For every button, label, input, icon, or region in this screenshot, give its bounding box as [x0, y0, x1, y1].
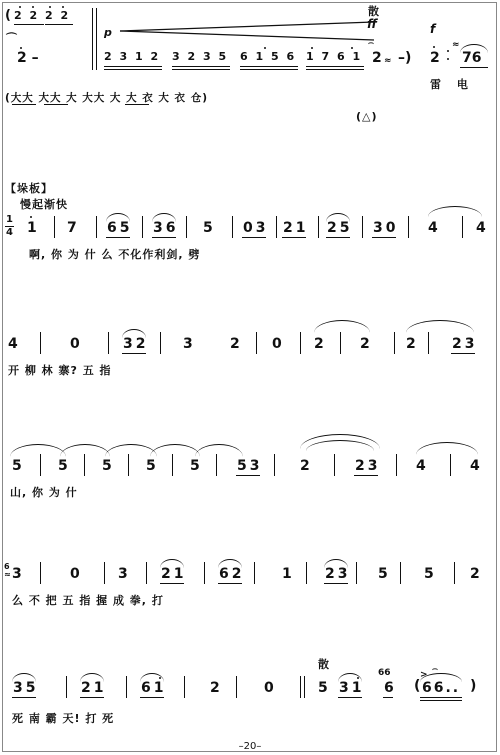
underline: [420, 697, 462, 698]
system-4: [0, 428, 500, 498]
underline: [12, 697, 36, 698]
dynamic-ff: ff: [367, 17, 377, 31]
barline: [450, 454, 451, 476]
grace-mark: ≈: [4, 570, 11, 579]
note: 21: [161, 566, 187, 582]
barline: [40, 454, 41, 476]
accent-mark: >: [420, 670, 428, 680]
note: 36: [153, 220, 179, 236]
lyric-line: 开 柳 林 寨? 五 指: [8, 364, 112, 377]
note: 0: [264, 680, 274, 696]
grace-mark: 66: [378, 668, 391, 678]
barline: [340, 332, 341, 354]
paren-open: (: [414, 678, 421, 694]
note: 23: [452, 336, 478, 352]
dot: [49, 6, 51, 8]
note: 23: [355, 458, 381, 474]
note: 5: [424, 566, 434, 582]
system-1: [0, 0, 500, 135]
meter-top: 1: [6, 214, 13, 225]
tie-mark: ⌒: [6, 32, 17, 45]
note: 2: [360, 336, 370, 352]
note: 62: [219, 566, 245, 582]
row1-after-note: 2: [430, 50, 440, 66]
system-3: [0, 310, 500, 380]
barline: [462, 216, 463, 238]
note: 5: [203, 220, 213, 236]
note: 2: [406, 336, 416, 352]
dynamic-san: 散: [368, 5, 379, 18]
lyric-line: 山, 你 为 什: [10, 486, 78, 499]
underline: [306, 69, 364, 70]
underline: [104, 66, 162, 67]
barline: [232, 216, 233, 238]
note: 2: [314, 336, 324, 352]
barline: [160, 332, 161, 354]
note: 0: [70, 566, 80, 582]
row1-group-4: 1 7 6 1: [306, 50, 363, 63]
page-number: –20–: [238, 741, 262, 752]
underline: [122, 353, 146, 354]
tie: [428, 206, 482, 217]
note: 2: [300, 458, 310, 474]
note: 21: [81, 680, 107, 696]
note: 66..: [422, 680, 461, 696]
barline: [300, 332, 301, 354]
dot: [62, 6, 64, 8]
underline: [420, 700, 462, 701]
tempo-marking: 慢起渐快: [20, 198, 68, 211]
barline: [396, 454, 397, 476]
barline: [40, 562, 41, 584]
dot: [311, 47, 313, 49]
note: 21: [283, 220, 309, 236]
note: 1: [27, 220, 37, 236]
tremolo-mark: ≈: [384, 56, 392, 66]
underline: [324, 583, 348, 584]
barline: [276, 216, 277, 238]
dynamic-p: p: [104, 26, 112, 39]
barline: [306, 562, 307, 584]
barline: [400, 562, 401, 584]
underline: [152, 237, 176, 238]
note: 2: [230, 336, 240, 352]
barline: [216, 454, 217, 476]
row1-group-2: 3 2 3 5: [172, 50, 229, 63]
underline: [140, 697, 164, 698]
system-2: [0, 176, 500, 266]
lyric-line: 死 南 霸 天! 打 死: [12, 712, 115, 725]
barline: [96, 8, 97, 70]
underline: [372, 237, 396, 238]
note: 2: [470, 566, 480, 582]
note: 5: [12, 458, 22, 474]
note: 61: [141, 680, 167, 696]
grace-mark: ≈: [452, 40, 460, 50]
barline: [274, 454, 275, 476]
barline: [146, 562, 147, 584]
note: 3: [183, 336, 193, 352]
note: 4: [8, 336, 18, 352]
tie: [416, 442, 478, 455]
barline: [54, 216, 55, 238]
note: 5: [102, 458, 112, 474]
underline: [240, 69, 298, 70]
row1-bottom-notes: 2 –: [17, 50, 39, 66]
dot: [357, 677, 359, 679]
barline: [408, 216, 409, 238]
underline: [218, 583, 242, 584]
barline: [204, 562, 205, 584]
row1-group-3: 6 1 5 6: [240, 50, 297, 63]
note: 4: [470, 458, 480, 474]
underline: [44, 104, 68, 105]
barline: [126, 676, 127, 698]
barline: [104, 562, 105, 584]
barline: [92, 8, 93, 70]
barline: [66, 676, 67, 698]
underline: [125, 104, 149, 105]
dot: [264, 47, 266, 49]
note: 25: [327, 220, 353, 236]
underline: [172, 66, 230, 67]
underline: [172, 69, 230, 70]
dot: [19, 6, 21, 8]
barline: [96, 216, 97, 238]
barline: [184, 676, 185, 698]
triangle-mark: (△): [356, 110, 378, 123]
underline: [354, 475, 378, 476]
barline: [304, 676, 305, 698]
dot: [20, 47, 22, 49]
note: 31: [339, 680, 365, 696]
note: 5: [58, 458, 68, 474]
barline: [362, 216, 363, 238]
dynamic-san: 散: [318, 658, 329, 671]
barline: [428, 332, 429, 354]
row1-grace-notes: 76: [462, 50, 482, 66]
note: 0: [272, 336, 282, 352]
barline: [334, 454, 335, 476]
tie: [406, 320, 474, 333]
tie: [10, 444, 66, 457]
barline: [40, 332, 41, 354]
note: 5: [378, 566, 388, 582]
lyric-leidian: 雷 电: [430, 78, 474, 91]
note: 4: [428, 220, 438, 236]
row1-end-note: 2: [372, 50, 382, 66]
underline: [104, 69, 162, 70]
note: 4: [476, 220, 486, 236]
dot: [433, 46, 435, 48]
barline: [254, 562, 255, 584]
underline: [460, 67, 488, 68]
note: 3: [118, 566, 128, 582]
underline: [160, 583, 184, 584]
barline: [454, 562, 455, 584]
underline: [338, 697, 362, 698]
row1-top-notes: 2 2 2 2: [14, 9, 71, 22]
meter-bottom: 4: [6, 227, 13, 238]
percussion-line: (大大 大大 大 大大 大 大 衣 大 衣 仓): [5, 92, 208, 104]
dot: [447, 58, 449, 60]
note: 5: [146, 458, 156, 474]
row1-group-1: 2 3 1 2: [104, 50, 161, 63]
underline: [242, 237, 266, 238]
underline: [282, 237, 306, 238]
paren-open: (: [5, 8, 11, 23]
tie: [195, 444, 243, 457]
underline: [12, 104, 36, 105]
note: 7: [67, 220, 77, 236]
barline: [142, 216, 143, 238]
crescendo-hairpin: [118, 20, 376, 42]
note: 5: [318, 680, 328, 696]
barline: [128, 454, 129, 476]
lyric-line: 啊, 你 为 什 么 不化作利剑, 劈: [29, 248, 201, 261]
note: 0: [70, 336, 80, 352]
system-5: [0, 550, 500, 620]
note: 30: [373, 220, 399, 236]
barline: [84, 454, 85, 476]
underline: [383, 697, 393, 698]
note: 2: [210, 680, 220, 696]
underline: [451, 353, 475, 354]
dot: [351, 47, 353, 49]
barline: [300, 676, 301, 698]
note: 03: [243, 220, 269, 236]
note: 4: [416, 458, 426, 474]
barline: [108, 332, 109, 354]
dot: [447, 50, 449, 52]
barline: [356, 562, 357, 584]
note: 5: [190, 458, 200, 474]
note: 23: [325, 566, 351, 582]
underline: [306, 66, 364, 67]
note: 65: [107, 220, 133, 236]
dot: [30, 216, 32, 218]
fermata-icon: ⌢: [368, 38, 374, 48]
underline: [240, 66, 298, 67]
note: 3: [12, 566, 22, 582]
lyric-line: 么 不 把 五 指 握 成 拳, 打: [12, 594, 164, 607]
tie: [314, 320, 370, 333]
underline: [80, 697, 104, 698]
barline: [318, 216, 319, 238]
grace-notes: 6: [4, 562, 10, 571]
paren-close: ): [470, 678, 477, 694]
dot: [159, 677, 161, 679]
barline: [236, 676, 237, 698]
dot: [32, 6, 34, 8]
tie: [60, 444, 110, 457]
underline: [45, 24, 73, 25]
dynamic-f: f: [430, 22, 436, 36]
underline: [326, 237, 350, 238]
barline: [186, 216, 187, 238]
note: 53: [237, 458, 263, 474]
note: 35: [13, 680, 39, 696]
underline: [236, 475, 260, 476]
barline: [256, 332, 257, 354]
note: 6: [384, 680, 394, 696]
banshi-label: 【垛板】: [5, 182, 53, 195]
note: 1: [282, 566, 292, 582]
system-6: [0, 650, 500, 740]
underline: [14, 24, 44, 25]
barline: [394, 332, 395, 354]
note: 32: [123, 336, 149, 352]
row1-end-rest: –): [398, 50, 412, 66]
barline: [172, 454, 173, 476]
underline: [106, 237, 130, 238]
fermata-icon: ⌢: [432, 664, 438, 674]
tie: [150, 444, 200, 457]
